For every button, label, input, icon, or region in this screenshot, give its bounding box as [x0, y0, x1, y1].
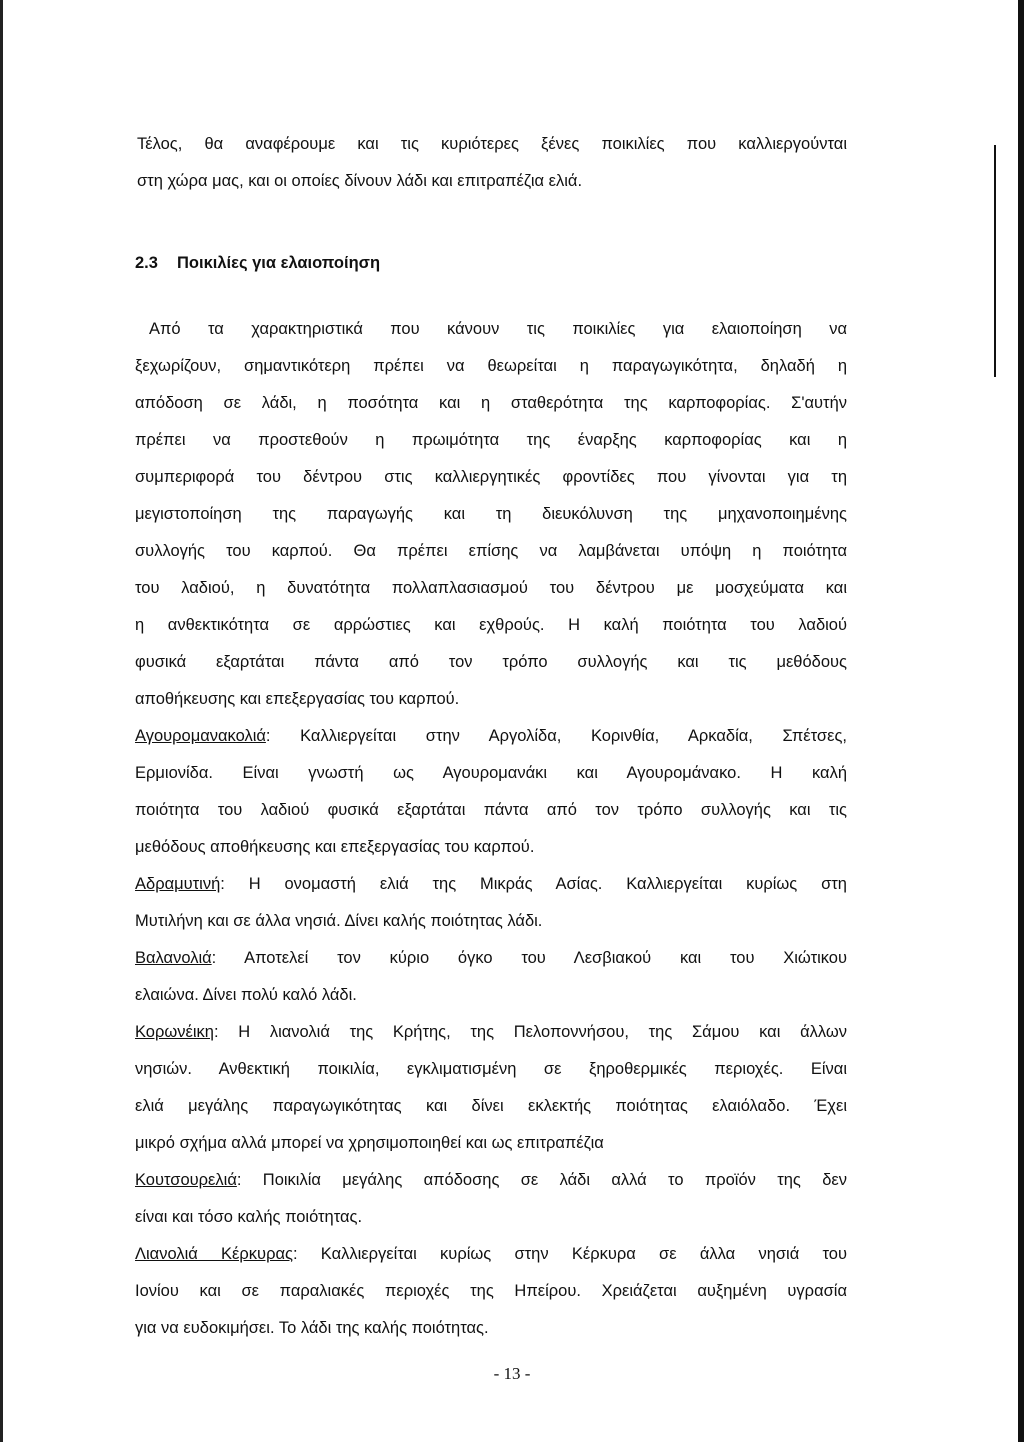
body-line: φυσικά εξαρτάται πάντα από τον τρόπο συλλογής και τις μεθόδους	[135, 653, 847, 671]
section-heading	[135, 248, 847, 278]
variety-line: μεθόδους αποθήκευσης και επεξεργασίας του καρπού.	[135, 838, 535, 856]
variety-text: : Η λιανολιά της Κρήτης, της Πελοποννήσου, της Σάμου και άλλων	[213, 1023, 847, 1041]
body-line: απόδοση σε λάδι, η ποσότητα και η σταθερότητα της καρποφορίας. Σ'αυτήν	[135, 394, 847, 412]
body-line: συμπεριφορά του δέντρου στις καλλιεργητικές φροντίδες που γίνονται για τη	[135, 468, 847, 486]
variety-first-line	[135, 866, 847, 903]
document-body	[135, 126, 847, 1347]
variety-entry-valanolia	[135, 940, 847, 1014]
variety-line: ελιά μεγάλης παραγωγικότητας και δίνει εκλεκτής ποιότητας ελαιόλαδο. Έχει	[135, 1097, 847, 1115]
section-title: Ποικιλίες για ελαιοποίηση	[177, 254, 381, 272]
body-line: μεγιστοποίηση της παραγωγής και τη διευκόλυνση της μηχανοποιημένης	[135, 505, 847, 523]
variety-name: Κουτσουρελιά	[135, 1171, 237, 1189]
variety-entry-lianolia-kerkyras	[135, 1236, 847, 1347]
body-line: η ανθεκτικότητα σε αρρώστιες και εχθρούς. Η καλή ποιότητα του λαδιού	[135, 616, 847, 634]
variety-first-line	[135, 1014, 847, 1051]
variety-name: Κορωνέικη	[135, 1023, 214, 1041]
variety-entry-koutsourelia	[135, 1162, 847, 1236]
scan-edge-mark	[994, 145, 996, 377]
variety-name: Αδραμυτινή	[135, 875, 221, 893]
variety-line: Μυτιλήνη και σε άλλα νησιά. Δίνει καλής ποιότητας λάδι.	[135, 912, 543, 930]
variety-name: Αγουρομανακολιά	[135, 727, 266, 745]
section-number: 2.3	[135, 254, 158, 272]
body-paragraph	[135, 311, 847, 718]
variety-line: για να ευδοκιμήσει. Το λάδι της καλής ποιότητας.	[135, 1319, 489, 1337]
variety-first-line	[135, 940, 847, 977]
variety-line: μικρό σχήμα αλλά μπορεί να χρησιμοποιηθεί και ως επιτραπέζια	[135, 1134, 604, 1152]
body-line: ξεχωρίζουν, σημαντικότερη πρέπει να θεωρείται η παραγωγικότητα, δηλαδή η	[135, 357, 847, 375]
intro-line-1: Τέλος, θα αναφέρουμε και τις κυριότερες ξένες ποικιλίες που καλλιεργούνται	[137, 135, 847, 153]
variety-line: Ιονίου και σε παραλιακές περιοχές της Ηπείρου. Χρειάζεται αυξημένη υγρασία	[135, 1282, 847, 1300]
variety-text: : Αποτελεί τον κύριο όγκο του Λεσβιακού και του Χιώτικου	[211, 949, 847, 967]
body-line: αποθήκευσης και επεξεργασίας του καρπού.	[135, 690, 460, 708]
variety-line: ποιότητα του λαδιού φυσικά εξαρτάται πάντα από τον τρόπο συλλογής και τις	[135, 801, 847, 819]
variety-name: Λιανολιά Κέρκυρας	[135, 1245, 293, 1263]
body-line: του λαδιού, η δυνατότητα πολλαπλασιασμού του δέντρου με μοσχεύματα και	[135, 579, 847, 597]
body-line: Από τα χαρακτηριστικά που κάνουν τις ποικιλίες για ελαιοποίηση να	[149, 320, 847, 338]
variety-first-line	[135, 718, 847, 755]
intro-line-2: στη χώρα μας, και οι οποίες δίνουν λάδι και επιτραπέζια ελιά.	[137, 172, 583, 190]
variety-line: ελαιώνα. Δίνει πολύ καλό λάδι.	[135, 986, 357, 1004]
variety-first-line	[135, 1236, 847, 1273]
variety-entry-agouromanakolia	[135, 718, 847, 866]
variety-line: Ερμιονίδα. Είναι γνωστή ως Αγουρομανάκι και Αγουρομάνακο. Η καλή	[135, 764, 847, 782]
variety-entry-adramytini	[135, 866, 847, 940]
variety-line: νησιών. Ανθεκτική ποικιλία, εγκλιματισμένη σε ξηροθερμικές περιοχές. Είναι	[135, 1060, 847, 1078]
variety-line: είναι και τόσο καλής ποιότητας.	[135, 1208, 363, 1226]
variety-text: : Η ονομαστή ελιά της Μικράς Ασίας. Καλλιεργείται κυρίως στη	[220, 875, 847, 893]
page-number: - 13 -	[493, 1364, 531, 1383]
variety-text: : Καλλιεργείται κυρίως στην Κέρκυρα σε άλλα νησιά του	[292, 1245, 847, 1263]
body-line: πρέπει να προστεθούν η πρωιμότητα της έναρξης καρποφορίας και η	[135, 431, 847, 449]
variety-entry-koroneiki	[135, 1014, 847, 1162]
variety-first-line	[135, 1162, 847, 1199]
variety-name: Βαλανολιά	[135, 949, 212, 967]
variety-text: : Καλλιεργείται στην Αργολίδα, Κορινθία, Αρκαδία, Σπέτσες,	[265, 727, 847, 745]
body-line: συλλογής του καρπού. Θα πρέπει επίσης να λαμβάνεται υπόψη η ποιότητα	[135, 542, 847, 560]
variety-text: : Ποικιλία μεγάλης απόδοσης σε λάδι αλλά το προϊόν της δεν	[236, 1171, 847, 1189]
